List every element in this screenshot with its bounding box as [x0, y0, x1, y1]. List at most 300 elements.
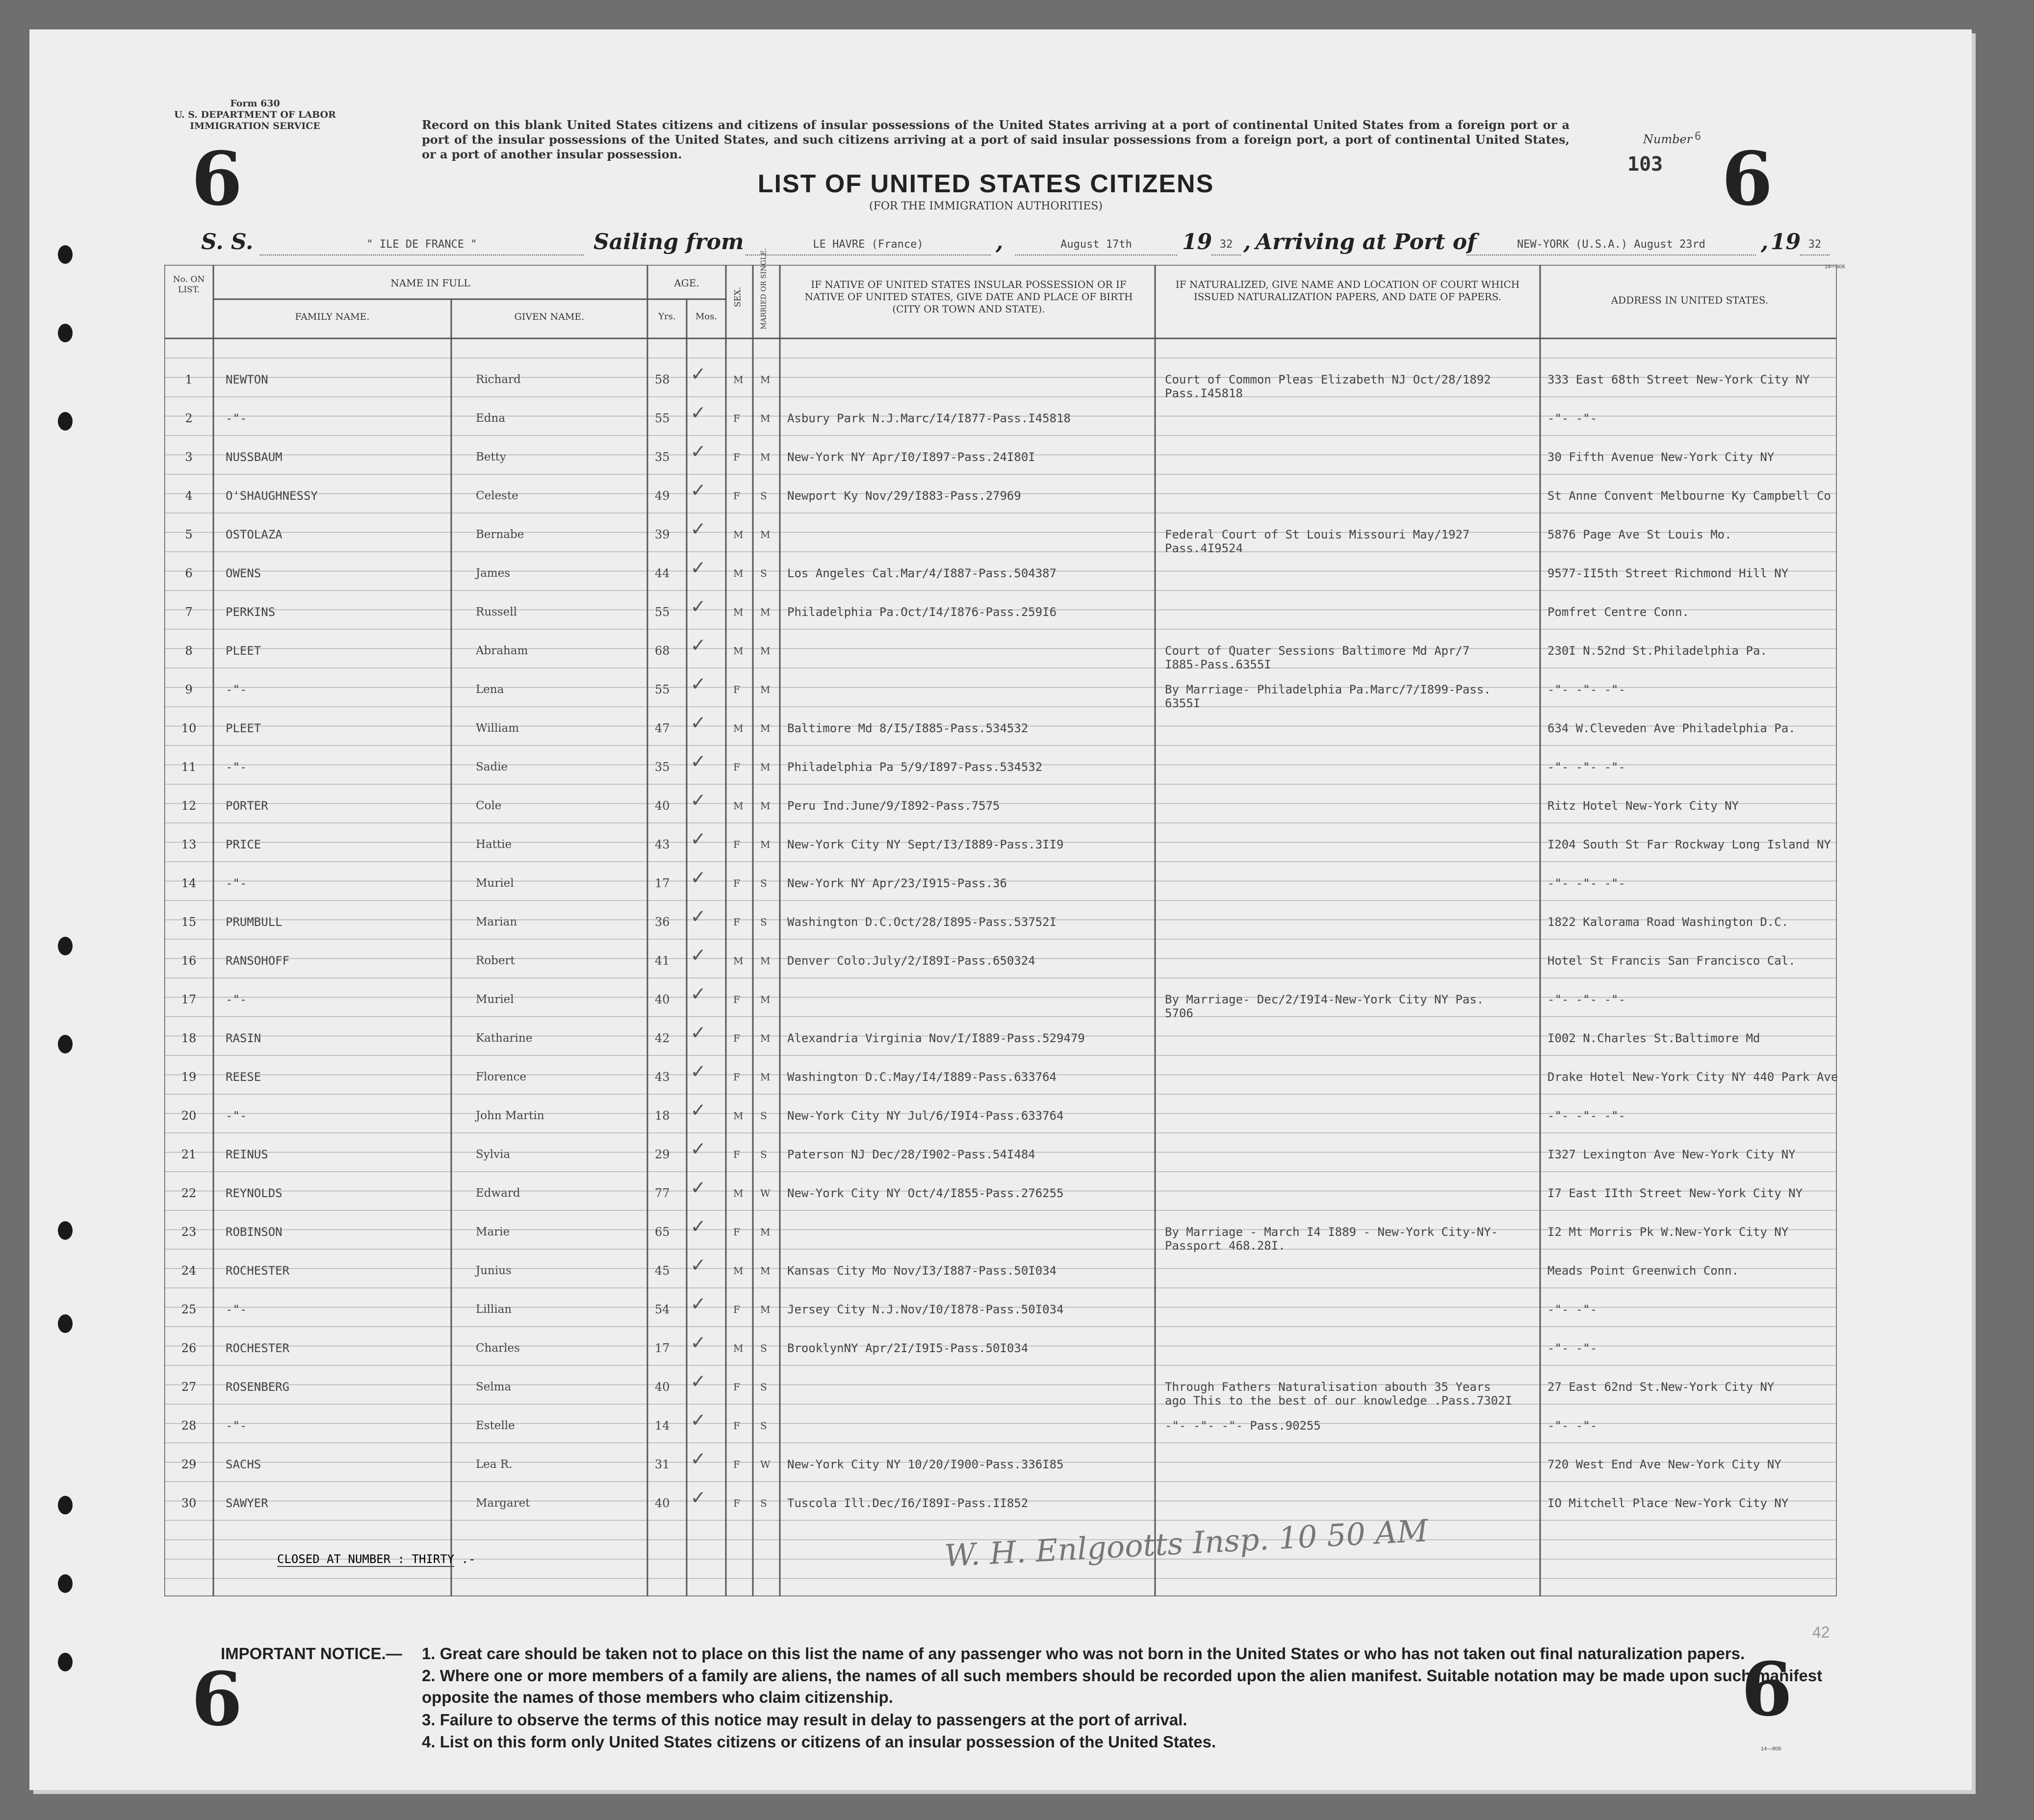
marital-status-cell: M — [760, 1265, 771, 1277]
given-name-cell: James — [476, 567, 511, 580]
check-mark-icon: ✓ — [692, 1485, 705, 1510]
address-cell: -"- -"- -"- — [1547, 993, 1625, 1006]
family-name-cell: REINUS — [226, 1148, 268, 1161]
sex-cell: F — [733, 1149, 740, 1160]
age-cell: 40 — [655, 1380, 670, 1394]
address-cell: 1822 Kalorama Road Washington D.C. — [1547, 915, 1789, 929]
family-name-cell: ROCHESTER — [226, 1264, 290, 1278]
row-number: 3 — [185, 450, 193, 464]
notice-item: 1. Great care should be taken not to place on this list the name of any passenger who was not born in the United States or who has not taken out final naturalization papers. — [422, 1644, 1745, 1663]
check-mark-icon: ✓ — [692, 981, 705, 1006]
age-cell: 54 — [655, 1303, 670, 1316]
big-number-top-left: 6 — [191, 136, 243, 222]
marital-status-cell: S — [760, 1149, 767, 1160]
family-name-cell: O'SHAUGHNESSY — [226, 489, 318, 503]
table-row — [164, 1291, 1837, 1341]
family-name-cell: -"- — [226, 1109, 247, 1123]
family-name-cell: -"- — [226, 411, 247, 425]
marital-status-cell: M — [760, 722, 771, 734]
family-name-cell: ROBINSON — [226, 1225, 283, 1239]
age-cell: 40 — [655, 1496, 670, 1510]
birth-cell: New-York City NY Sept/I3/I889-Pass.3II9 — [787, 838, 1064, 851]
naturalization-cell: Through Fathers Naturalisation abouth 35 Years — [1165, 1380, 1491, 1394]
given-name-cell: Abraham — [476, 644, 528, 657]
row-number: 8 — [185, 644, 193, 658]
table-row — [164, 787, 1837, 838]
given-name-cell: John Martin — [476, 1109, 544, 1122]
address-cell: -"- -"- — [1547, 411, 1597, 425]
sex-cell: F — [733, 1459, 740, 1470]
inspector-signature: W. H. Enlgootts Insp. 10 50 AM — [943, 1512, 1429, 1574]
given-name-cell: Florence — [476, 1071, 527, 1083]
family-name-cell: PORTER — [226, 799, 268, 813]
table-row — [164, 942, 1837, 993]
naturalization-cell-cont: I885-Pass.6355I — [1165, 658, 1271, 671]
naturalization-cell: Court of Common Pleas Elizabeth NJ Oct/28/1892 — [1165, 373, 1491, 386]
marital-status-cell: S — [760, 1110, 767, 1122]
address-cell: I002 N.Charles St.Baltimore Md — [1547, 1031, 1760, 1045]
table-row — [164, 710, 1837, 760]
check-mark-icon: ✓ — [692, 671, 705, 696]
given-name-cell: Lillian — [476, 1303, 512, 1316]
check-mark-icon: ✓ — [692, 361, 705, 386]
binder-hole — [58, 245, 73, 264]
marital-status-cell: M — [760, 800, 771, 812]
header-birth: IF NATIVE OF UNITED STATES INSULAR POSSESSION OR IF NATIVE OF UNITED STATES, GIVE DATE AND PLACE OF BIRTH (CITY OR TOWN AND STATE). — [804, 279, 1133, 315]
check-mark-icon: ✓ — [692, 1136, 705, 1161]
age-cell: 17 — [655, 876, 670, 890]
table-row — [164, 438, 1837, 489]
birth-cell: New-York City NY 10/20/I900-Pass.336I85 — [787, 1458, 1064, 1471]
age-cell: 29 — [655, 1148, 670, 1161]
given-name-cell: Robert — [476, 954, 515, 967]
marital-status-cell: M — [760, 529, 771, 540]
check-mark-icon: ✓ — [692, 1252, 705, 1277]
naturalization-cell-cont: 6355I — [1165, 696, 1201, 710]
check-mark-icon: ✓ — [692, 1368, 705, 1393]
check-mark-icon: ✓ — [692, 903, 705, 928]
age-cell: 43 — [655, 838, 670, 851]
sex-cell: F — [733, 916, 740, 928]
table-row — [164, 1252, 1837, 1303]
arriving-label: Arriving at Port of — [1256, 230, 1477, 255]
given-name-cell: Bernabe — [476, 528, 524, 541]
table-row — [164, 1136, 1837, 1186]
family-name-cell: ROCHESTER — [226, 1341, 290, 1355]
sex-cell: F — [733, 412, 740, 424]
table-row — [164, 981, 1837, 1031]
table-row — [164, 516, 1837, 566]
row-number: 12 — [181, 799, 197, 813]
marital-status-cell: M — [760, 684, 771, 695]
given-name-cell: Margaret — [476, 1497, 530, 1510]
check-mark-icon: ✓ — [692, 477, 705, 502]
check-mark-icon: ✓ — [692, 826, 705, 851]
given-name-cell: Estelle — [476, 1419, 515, 1432]
ship-name: " ILE DE FRANCE " — [260, 235, 584, 256]
age-cell: 68 — [655, 644, 670, 658]
birth-cell: Washington D.C.Oct/28/I895-Pass.53752I — [787, 915, 1057, 929]
family-name-cell: -"- — [226, 1419, 247, 1433]
age-cell: 47 — [655, 721, 670, 735]
sex-cell: M — [733, 374, 744, 385]
family-name-cell: -"- — [226, 993, 247, 1006]
form-number: Form 630 — [230, 98, 280, 109]
closed-note-suffix: .- — [461, 1552, 476, 1566]
table-row — [164, 361, 1837, 411]
family-name-cell: -"- — [226, 683, 247, 696]
row-number: 29 — [181, 1458, 197, 1471]
check-mark-icon: ✓ — [692, 710, 705, 735]
age-cell: 43 — [655, 1070, 670, 1084]
marital-status-cell: S — [760, 1497, 767, 1509]
binder-hole — [58, 412, 73, 431]
marital-status-cell: S — [760, 567, 767, 579]
naturalization-cell: By Marriage - March I4 I889 - New-York City-NY- — [1165, 1225, 1498, 1239]
address-cell: -"- -"- — [1547, 1303, 1597, 1316]
row-number: 16 — [181, 954, 197, 968]
printer-code: 14—806 — [1825, 264, 1845, 270]
sailing-from: LE HAVRE (France) — [746, 235, 991, 256]
address-cell: -"- -"- -"- — [1547, 876, 1625, 890]
table-row — [164, 555, 1837, 605]
family-name-cell: REESE — [226, 1070, 261, 1084]
header-married: MARRIED OR SINGLE. — [760, 248, 768, 330]
naturalization-cell-cont: ago This to the best of our knowledge .Pass.7302I — [1165, 1394, 1513, 1408]
manifest-page — [29, 29, 1972, 1790]
marital-status-cell: S — [760, 1381, 767, 1393]
birth-cell: Asbury Park N.J.Marc/I4/I877-Pass.I45818 — [787, 411, 1071, 425]
voyage-line: S. S. " ILE DE FRANCE " Sailing from LE HAVRE (France) , August 17th 19 32 , Arriving at Port of NEW-YORK (U.S.A.) August 23rd , 19 32 — [201, 228, 1795, 257]
age-cell: 14 — [655, 1419, 670, 1433]
address-cell: 5876 Page Ave St Louis Mo. — [1547, 528, 1732, 541]
binder-hole — [58, 1314, 73, 1333]
header-naturalized: IF NATURALIZED, GIVE NAME AND LOCATION OF COURT WHICH ISSUED NATURALIZATION PAPERS, AND DATE OF PAPERS. — [1175, 279, 1520, 303]
address-cell: -"- -"- — [1547, 1341, 1597, 1355]
sex-cell: F — [733, 839, 740, 850]
given-name-cell: Muriel — [476, 877, 514, 890]
given-name-cell: Edna — [476, 412, 506, 425]
naturalization-cell: -"- -"- -"- Pass.90255 — [1165, 1419, 1321, 1433]
address-cell: Hotel St Francis San Francisco Cal. — [1547, 954, 1796, 968]
row-number: 2 — [185, 411, 193, 425]
sex-cell: F — [733, 1381, 740, 1393]
printer-code: 14—806 — [1761, 1746, 1781, 1752]
age-cell: 35 — [655, 450, 670, 464]
naturalization-cell-cont: Passport 468.28I. — [1165, 1239, 1286, 1253]
age-cell: 55 — [655, 683, 670, 696]
sex-cell: F — [733, 451, 740, 463]
marital-status-cell: M — [760, 1226, 771, 1238]
notice-item: 3. Failure to observe the terms of this notice may result in delay to passengers at the port of arrival. — [422, 1711, 1187, 1729]
row-number: 23 — [181, 1225, 197, 1239]
table-row — [164, 1058, 1838, 1109]
naturalization-cell: Federal Court of St Louis Missouri May/1927 — [1165, 528, 1470, 541]
given-name-cell: Lea R. — [476, 1458, 513, 1471]
header-family-name: FAMILY NAME. — [295, 311, 370, 322]
marital-status-cell: M — [760, 412, 771, 424]
service-name: IMMIGRATION SERVICE — [190, 120, 320, 131]
row-number: 18 — [181, 1031, 197, 1045]
sex-cell: M — [733, 1110, 744, 1122]
page-title: LIST OF UNITED STATES CITIZENS — [757, 170, 1214, 198]
address-cell: I204 South St Far Rockway Long Island NY — [1547, 838, 1831, 851]
check-mark-icon: ✓ — [692, 555, 705, 580]
number-value: 6 — [1695, 130, 1701, 143]
birth-cell: New-York City NY Oct/4/I855-Pass.276255 — [787, 1186, 1064, 1200]
year-prefix: 19 — [1771, 230, 1801, 255]
manifest-table — [164, 248, 1838, 1596]
address-cell: 27 East 62nd St.New-York City NY — [1547, 1380, 1775, 1394]
sex-cell: F — [733, 1032, 740, 1044]
marital-status-cell: M — [760, 451, 771, 463]
family-name-cell: RANSOHOFF — [226, 954, 290, 968]
big-number-bottom-left: 6 — [191, 1656, 243, 1743]
age-cell: 40 — [655, 799, 670, 813]
big-number-bottom-right: 6 — [1741, 1646, 1793, 1733]
sex-cell: M — [733, 800, 744, 812]
sex-cell: M — [733, 529, 744, 540]
sex-cell: F — [733, 490, 740, 502]
naturalization-cell: Court of Quater Sessions Baltimore Md Apr/7 — [1165, 644, 1470, 658]
marital-status-cell: S — [760, 916, 767, 928]
address-cell: 333 East 68th Street New-York City NY — [1547, 373, 1810, 386]
marital-status-cell: M — [760, 1071, 771, 1083]
age-cell: 65 — [655, 1225, 670, 1239]
pencil-mark: 42 — [1812, 1623, 1830, 1641]
birth-cell: Philadelphia Pa 5/9/I897-Pass.534532 — [787, 760, 1043, 774]
marital-status-cell: S — [760, 490, 767, 502]
given-name-cell: Katharine — [476, 1032, 533, 1045]
given-name-cell: Hattie — [476, 838, 512, 851]
row-number: 11 — [181, 760, 197, 774]
check-mark-icon: ✓ — [692, 787, 705, 812]
row-number: 19 — [181, 1070, 197, 1084]
age-cell: 17 — [655, 1341, 670, 1355]
marital-status-cell: S — [760, 877, 767, 889]
check-mark-icon: ✓ — [692, 942, 705, 967]
check-mark-icon: ✓ — [692, 1058, 705, 1083]
birth-cell: New-York City NY Jul/6/I9I4-Pass.633764 — [787, 1109, 1064, 1123]
binder-hole — [58, 1653, 73, 1671]
sex-cell: F — [733, 1420, 740, 1432]
age-cell: 31 — [655, 1458, 670, 1471]
address-cell: -"- -"- -"- — [1547, 760, 1625, 774]
address-cell: Pomfret Centre Conn. — [1547, 605, 1689, 619]
sailing-date: August 17th — [1015, 235, 1177, 256]
marital-status-cell: M — [760, 761, 771, 773]
family-name-cell: NUSSBAUM — [226, 450, 283, 464]
row-number: 5 — [185, 528, 193, 541]
address-cell: 230I N.52nd St.Philadelphia Pa. — [1547, 644, 1767, 658]
header-given-name: GIVEN NAME. — [514, 311, 585, 322]
birth-cell: New-York NY Apr/23/I915-Pass.36 — [787, 876, 1007, 890]
notice-item: 4. List on this form only United States citizens or citizens of an insular possession of the United States. — [422, 1733, 1216, 1751]
family-name-cell: OWENS — [226, 566, 261, 580]
row-number: 15 — [181, 915, 197, 929]
ss-label: S. S. — [201, 230, 254, 255]
address-cell: 9577-II5th Street Richmond Hill NY — [1547, 566, 1789, 580]
birth-cell: New-York NY Apr/I0/I897-Pass.24I80I — [787, 450, 1035, 464]
family-name-cell: -"- — [226, 876, 247, 890]
sex-cell: M — [733, 567, 744, 579]
check-mark-icon: ✓ — [692, 1291, 705, 1316]
age-cell: 18 — [655, 1109, 670, 1123]
address-cell: Drake Hotel New-York City NY 440 Park Ave — [1547, 1070, 1838, 1084]
check-mark-icon: ✓ — [692, 438, 705, 463]
given-name-cell: Muriel — [476, 993, 514, 1006]
table-row — [164, 1368, 1837, 1419]
given-name-cell: Marie — [476, 1226, 510, 1238]
family-name-cell: PRICE — [226, 838, 261, 851]
address-cell: 634 W.Cleveden Ave Philadelphia Pa. — [1547, 721, 1796, 735]
birth-cell: Baltimore Md 8/I5/I885-Pass.534532 — [787, 721, 1029, 735]
given-name-cell: Betty — [476, 451, 506, 463]
binder-hole — [58, 1035, 73, 1053]
birth-cell: Newport Ky Nov/29/I883-Pass.27969 — [787, 489, 1021, 503]
naturalization-cell-cont: 5706 — [1165, 1006, 1193, 1020]
marital-status-cell: M — [760, 1032, 771, 1044]
intro-text: Record on this blank United States citizens and citizens of insular possessions of the United States arriving at a port of continental United States from a foreign port or a port of the insular possessions of the United States, and such citizens arriving at a port of said insular possessions from a foreign port, a port of continental United States, or a port of another insular possession. — [422, 118, 1570, 161]
address-cell: St Anne Convent Melbourne Ky Campbell Co — [1547, 489, 1831, 503]
birth-cell: Denver Colo.July/2/I89I-Pass.650324 — [787, 954, 1035, 968]
address-cell: -"- -"- -"- — [1547, 683, 1625, 696]
sex-cell: M — [733, 1187, 744, 1199]
family-name-cell: PERKINS — [226, 605, 276, 619]
form-identifier — [152, 98, 358, 131]
notice-heading: IMPORTANT NOTICE.— — [221, 1644, 402, 1663]
sex-cell: F — [733, 1071, 740, 1083]
table-row — [164, 1330, 1837, 1380]
binder-hole — [58, 1574, 73, 1593]
given-name-cell: William — [476, 722, 519, 735]
address-cell: I2 Mt Morris Pk W.New-York City NY — [1547, 1225, 1789, 1239]
row-number: 20 — [181, 1109, 197, 1123]
check-mark-icon: ✓ — [692, 1446, 705, 1471]
sex-cell: F — [733, 684, 740, 695]
binder-hole — [58, 324, 73, 342]
naturalization-cell: By Marriage- Philadelphia Pa.Marc/7/I899-Pass. — [1165, 683, 1491, 696]
check-mark-icon: ✓ — [692, 1330, 705, 1355]
marital-status-cell: S — [760, 1342, 767, 1354]
family-name-cell: SACHS — [226, 1458, 261, 1471]
sex-cell: F — [733, 1226, 740, 1238]
check-mark-icon: ✓ — [692, 593, 705, 618]
given-name-cell: Sylvia — [476, 1148, 511, 1161]
marital-status-cell: M — [760, 994, 771, 1005]
family-name-cell: OSTOLAZA — [226, 528, 283, 541]
birth-cell: Peru Ind.June/9/I892-Pass.7575 — [787, 799, 1000, 813]
marital-status-cell: M — [760, 645, 771, 657]
header-age: AGE. — [674, 277, 699, 289]
marital-status-cell: W — [760, 1187, 771, 1199]
check-mark-icon: ✓ — [692, 865, 705, 890]
sex-cell: M — [733, 1342, 744, 1354]
birth-cell: Los Angeles Cal.Mar/4/I887-Pass.504387 — [787, 566, 1057, 580]
row-number: 22 — [181, 1186, 197, 1200]
birth-cell: Paterson NJ Dec/28/I902-Pass.54I484 — [787, 1148, 1035, 1161]
age-cell: 55 — [655, 411, 670, 425]
table-row — [164, 1446, 1837, 1496]
header-address: ADDRESS IN UNITED STATES. — [1611, 294, 1769, 306]
binder-hole — [58, 937, 73, 955]
given-name-cell: Charles — [476, 1342, 520, 1355]
binder-hole — [58, 1496, 73, 1514]
birth-cell: BrooklynNY Apr/2I/I9I5-Pass.50I034 — [787, 1341, 1029, 1355]
table-row — [164, 1407, 1837, 1458]
marital-status-cell: M — [760, 606, 771, 618]
address-cell: 30 Fifth Avenue New-York City NY — [1547, 450, 1775, 464]
age-cell: 36 — [655, 915, 670, 929]
table-row — [164, 1485, 1837, 1535]
age-cell: 55 — [655, 605, 670, 619]
given-name-cell: Marian — [476, 916, 517, 928]
sailing-year: 32 — [1211, 235, 1241, 256]
header-sex: SEX. — [733, 286, 743, 308]
row-number: 6 — [185, 566, 193, 580]
check-mark-icon: ✓ — [692, 1020, 705, 1045]
birth-cell: Philadelphia Pa.Oct/I4/I876-Pass.259I6 — [787, 605, 1057, 619]
naturalization-cell-cont: Pass.I45818 — [1165, 386, 1243, 400]
table-row — [164, 826, 1837, 876]
row-number: 21 — [181, 1148, 197, 1161]
check-mark-icon: ✓ — [692, 516, 705, 541]
age-cell: 77 — [655, 1186, 670, 1200]
age-cell: 58 — [655, 373, 670, 386]
big-number-top-right: 6 — [1722, 136, 1773, 222]
number-label: Number — [1643, 132, 1693, 146]
sex-cell: F — [733, 994, 740, 1005]
family-name-cell: RASIN — [226, 1031, 261, 1045]
table-row — [164, 903, 1837, 954]
table-row — [164, 593, 1837, 644]
marital-status-cell: M — [760, 374, 771, 385]
marital-status-cell: M — [760, 839, 771, 850]
table-row — [164, 1175, 1837, 1225]
check-mark-icon: ✓ — [692, 1213, 705, 1238]
given-name-cell: Junius — [476, 1264, 512, 1277]
family-name-cell: PLEET — [226, 721, 261, 735]
page-subtitle: (FOR THE IMMIGRATION AUTHORITIES) — [869, 200, 1103, 212]
family-name-cell: PRUMBULL — [226, 915, 283, 929]
row-number: 13 — [181, 838, 197, 851]
header-name-in-full: NAME IN FULL — [390, 277, 470, 289]
marital-status-cell: S — [760, 1420, 767, 1432]
row-number: 4 — [185, 489, 193, 503]
address-cell: IO Mitchell Place New-York City NY — [1547, 1496, 1789, 1510]
sex-cell: F — [733, 877, 740, 889]
marital-status-cell: M — [760, 1304, 771, 1315]
birth-cell: Kansas City Mo Nov/I3/I887-Pass.50I034 — [787, 1264, 1057, 1278]
age-cell: 44 — [655, 566, 670, 580]
check-mark-icon: ✓ — [692, 1097, 705, 1122]
table-row — [164, 400, 1837, 450]
address-cell: Ritz Hotel New-York City NY — [1547, 799, 1739, 813]
age-cell: 45 — [655, 1264, 670, 1278]
sex-cell: F — [733, 1304, 740, 1315]
address-cell: -"- -"- — [1547, 1419, 1597, 1433]
sex-cell: M — [733, 955, 744, 967]
family-name-cell: -"- — [226, 1303, 247, 1316]
given-name-cell: Lena — [476, 683, 504, 696]
address-cell: 720 West End Ave New-York City NY — [1547, 1458, 1781, 1471]
year-prefix: 19 — [1182, 230, 1212, 255]
check-mark-icon: ✓ — [692, 632, 705, 657]
row-number: 28 — [181, 1419, 197, 1433]
notice-item: 2. Where one or more members of a family are aliens, the names of all such members should be recorded upon the alien manifest. Suitable notation may be made upon such manifest opposite the names of those members who claim citizenship. — [422, 1666, 1823, 1706]
row-number: 25 — [181, 1303, 197, 1316]
row-number: 27 — [181, 1380, 197, 1394]
